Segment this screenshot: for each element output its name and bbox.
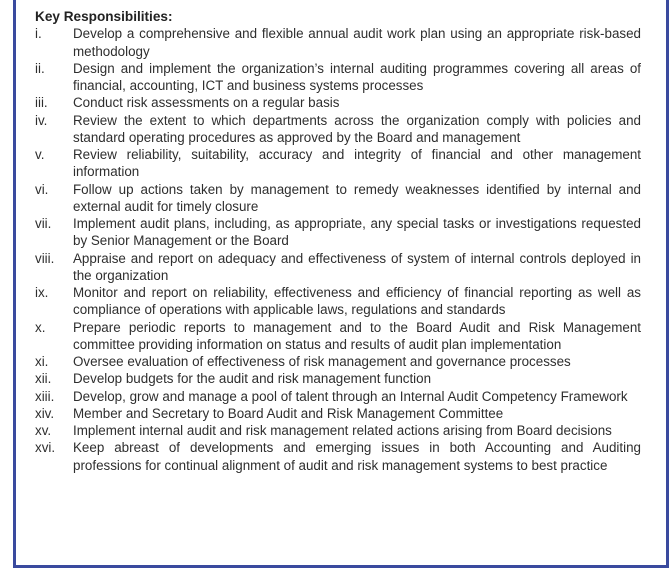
item-text: Implement audit plans, including, as appropriate, any special tasks or investigations requested by Senior Management or the Board [73,216,641,249]
item-number: xi. [35,354,49,369]
item-number: xvi. [35,440,56,456]
item-number: iv. [35,112,48,128]
list-item [35,370,641,387]
item-text: Appraise and report on adequacy and effectiveness of system of internal controls deployed in the organization [73,250,641,283]
item-number: xiii. [35,388,55,404]
list-item [35,181,641,216]
item-text: Develop a comprehensive and flexible annual audit work plan using an appropriate risk-based methodology [73,26,641,59]
item-number: ii. [35,60,45,76]
item-number: xii. [35,371,52,387]
item-text: Follow up actions taken by management to remedy weaknesses identified by internal and external audit for timely closure [73,181,641,214]
list-item [35,405,641,422]
list-item [35,439,641,474]
item-number: ix. [35,285,49,300]
item-text: Prepare periodic reports to management and to the Board Audit and Risk Management committee providing information on status and results of audit plan implementation [73,319,641,352]
item-text: Review reliability, suitability, accuracy and integrity of financial and other management information [73,147,641,180]
responsibilities-list [35,25,641,474]
item-text: Oversee evaluation of effectiveness of risk management and governance processes [73,354,571,369]
list-item [35,94,641,111]
item-text: Design and implement the organization’s internal auditing programmes covering all areas of financial, accounting, ICT and business systems processes [73,60,641,93]
item-number: x. [35,319,46,335]
list-item [35,319,641,354]
item-text: Conduct risk assessments on a regular basis [73,95,340,111]
item-text: Member and Secretary to Board Audit and Risk Management Committee [73,405,504,421]
item-text: Keep abreast of developments and emerging issues in both Accounting and Auditing professions for continual alignment of audit and risk management systems to best practice [73,440,641,473]
list-item [35,112,641,147]
item-number: v. [35,147,45,162]
list-item [35,353,641,370]
list-item [35,215,641,250]
section-heading: Key Responsibilities: [35,9,173,24]
list-item [35,146,641,181]
list-item [35,250,641,285]
item-text: Monitor and report on reliability, effectiveness and efficiency of financial reporting as well as compliance of operations with applicable laws, regulations and standards [73,285,641,318]
item-number: vii. [35,216,52,231]
list-item [35,388,641,405]
item-number: iii. [35,95,48,111]
item-number: xiv. [35,405,55,421]
list-item [35,422,641,439]
item-number: i. [35,26,42,42]
responsibilities-section [35,8,641,474]
item-text: Develop budgets for the audit and risk management function [73,371,432,387]
item-number: viii. [35,250,55,266]
list-item [35,284,641,319]
list-item [35,25,641,60]
item-text: Review the extent to which departments across the organization comply with policies and standard operating procedures as approved by the Board and management [73,112,641,145]
item-number: vi. [35,181,49,197]
list-item [35,60,641,95]
item-number: xv. [35,423,52,438]
item-text: Implement internal audit and risk management related actions arising from Board decisions [73,423,612,438]
item-text: Develop, grow and manage a pool of talent through an Internal Audit Competency Framework [73,388,628,404]
